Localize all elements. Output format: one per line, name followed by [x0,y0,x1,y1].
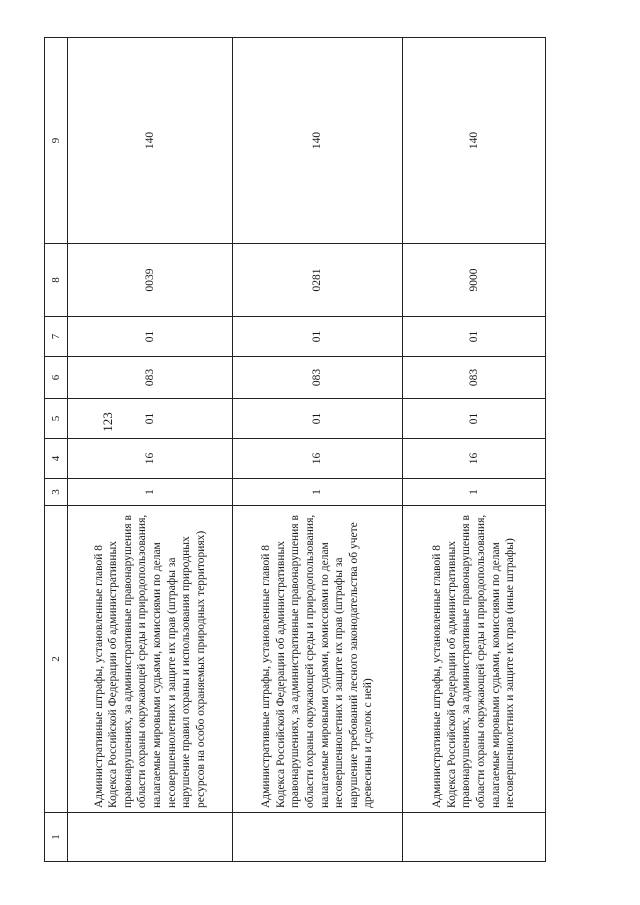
column-header-5: 5 [45,399,68,439]
cell-col-3: 1 [233,479,403,506]
cell-col-4: 16 [233,439,403,479]
column-header-4: 4 [45,439,68,479]
cell-col-1 [233,813,403,862]
cell-col-5: 01 [68,399,233,439]
column-header-3: 3 [45,479,68,506]
table-row [233,38,403,862]
column-header-9: 9 [45,38,68,244]
cell-col-6: 083 [68,357,233,399]
cell-col-8: 9000 [403,244,546,317]
cell-col-4: 16 [403,439,546,479]
column-header-1: 1 [45,813,68,862]
cell-col-5: 01 [403,399,546,439]
page-number: 123 [100,412,115,432]
cell-col-3: 1 [403,479,546,506]
column-header-7: 7 [45,317,68,357]
cell-description: Административные штрафы, установленные главой 8 Кодекса Российской Федерации об административных правонарушениях, за административные правонарушения в области охраны окружающей среды и природопользования, налагаемые мировыми судьями, комиссиями по делам несовершеннолетних и защите их прав (штрафы за нарушение требований лесного законодательства об учете древесины и сделок с ней) [233,506,403,813]
cell-col-3: 1 [68,479,233,506]
column-header-6: 6 [45,357,68,399]
cell-description: Административные штрафы, установленные главой 8 Кодекса Российской Федерации об административных правонарушениях, за административные правонарушения в области охраны окружающей среды и природопользования, налагаемые мировыми судьями, комиссиями по делам несовершеннолетних и защите их прав (штрафы за нарушение правил охраны и использования природных ресурсов на особо охраняемых природных территориях) [68,506,233,813]
cell-col-1 [403,813,546,862]
cell-col-5: 01 [233,399,403,439]
cell-col-7: 01 [68,317,233,357]
cell-col-1 [68,813,233,862]
column-header-2: 2 [45,506,68,813]
cell-col-8: 0039 [68,244,233,317]
table-row [403,38,546,862]
table-row [68,38,233,862]
cell-col-9: 140 [233,38,403,244]
cell-col-7: 01 [403,317,546,357]
cell-col-6: 083 [403,357,546,399]
cell-col-8: 0281 [233,244,403,317]
table-header-row [45,38,68,862]
cell-description: Административные штрафы, установленные главой 8 Кодекса Российской Федерации об административных правонарушениях, за административные правонарушения в области охраны окружающей среды и природопользования, налагаемые мировыми судьями, комиссиями по делам несовершеннолетних и защите их прав (иные штрафы) [403,506,546,813]
column-header-8: 8 [45,244,68,317]
table-container [44,38,544,862]
cell-col-7: 01 [233,317,403,357]
cell-col-9: 140 [68,38,233,244]
cell-col-4: 16 [68,439,233,479]
budget-code-table [44,37,546,862]
cell-col-6: 083 [233,357,403,399]
cell-col-9: 140 [403,38,546,244]
